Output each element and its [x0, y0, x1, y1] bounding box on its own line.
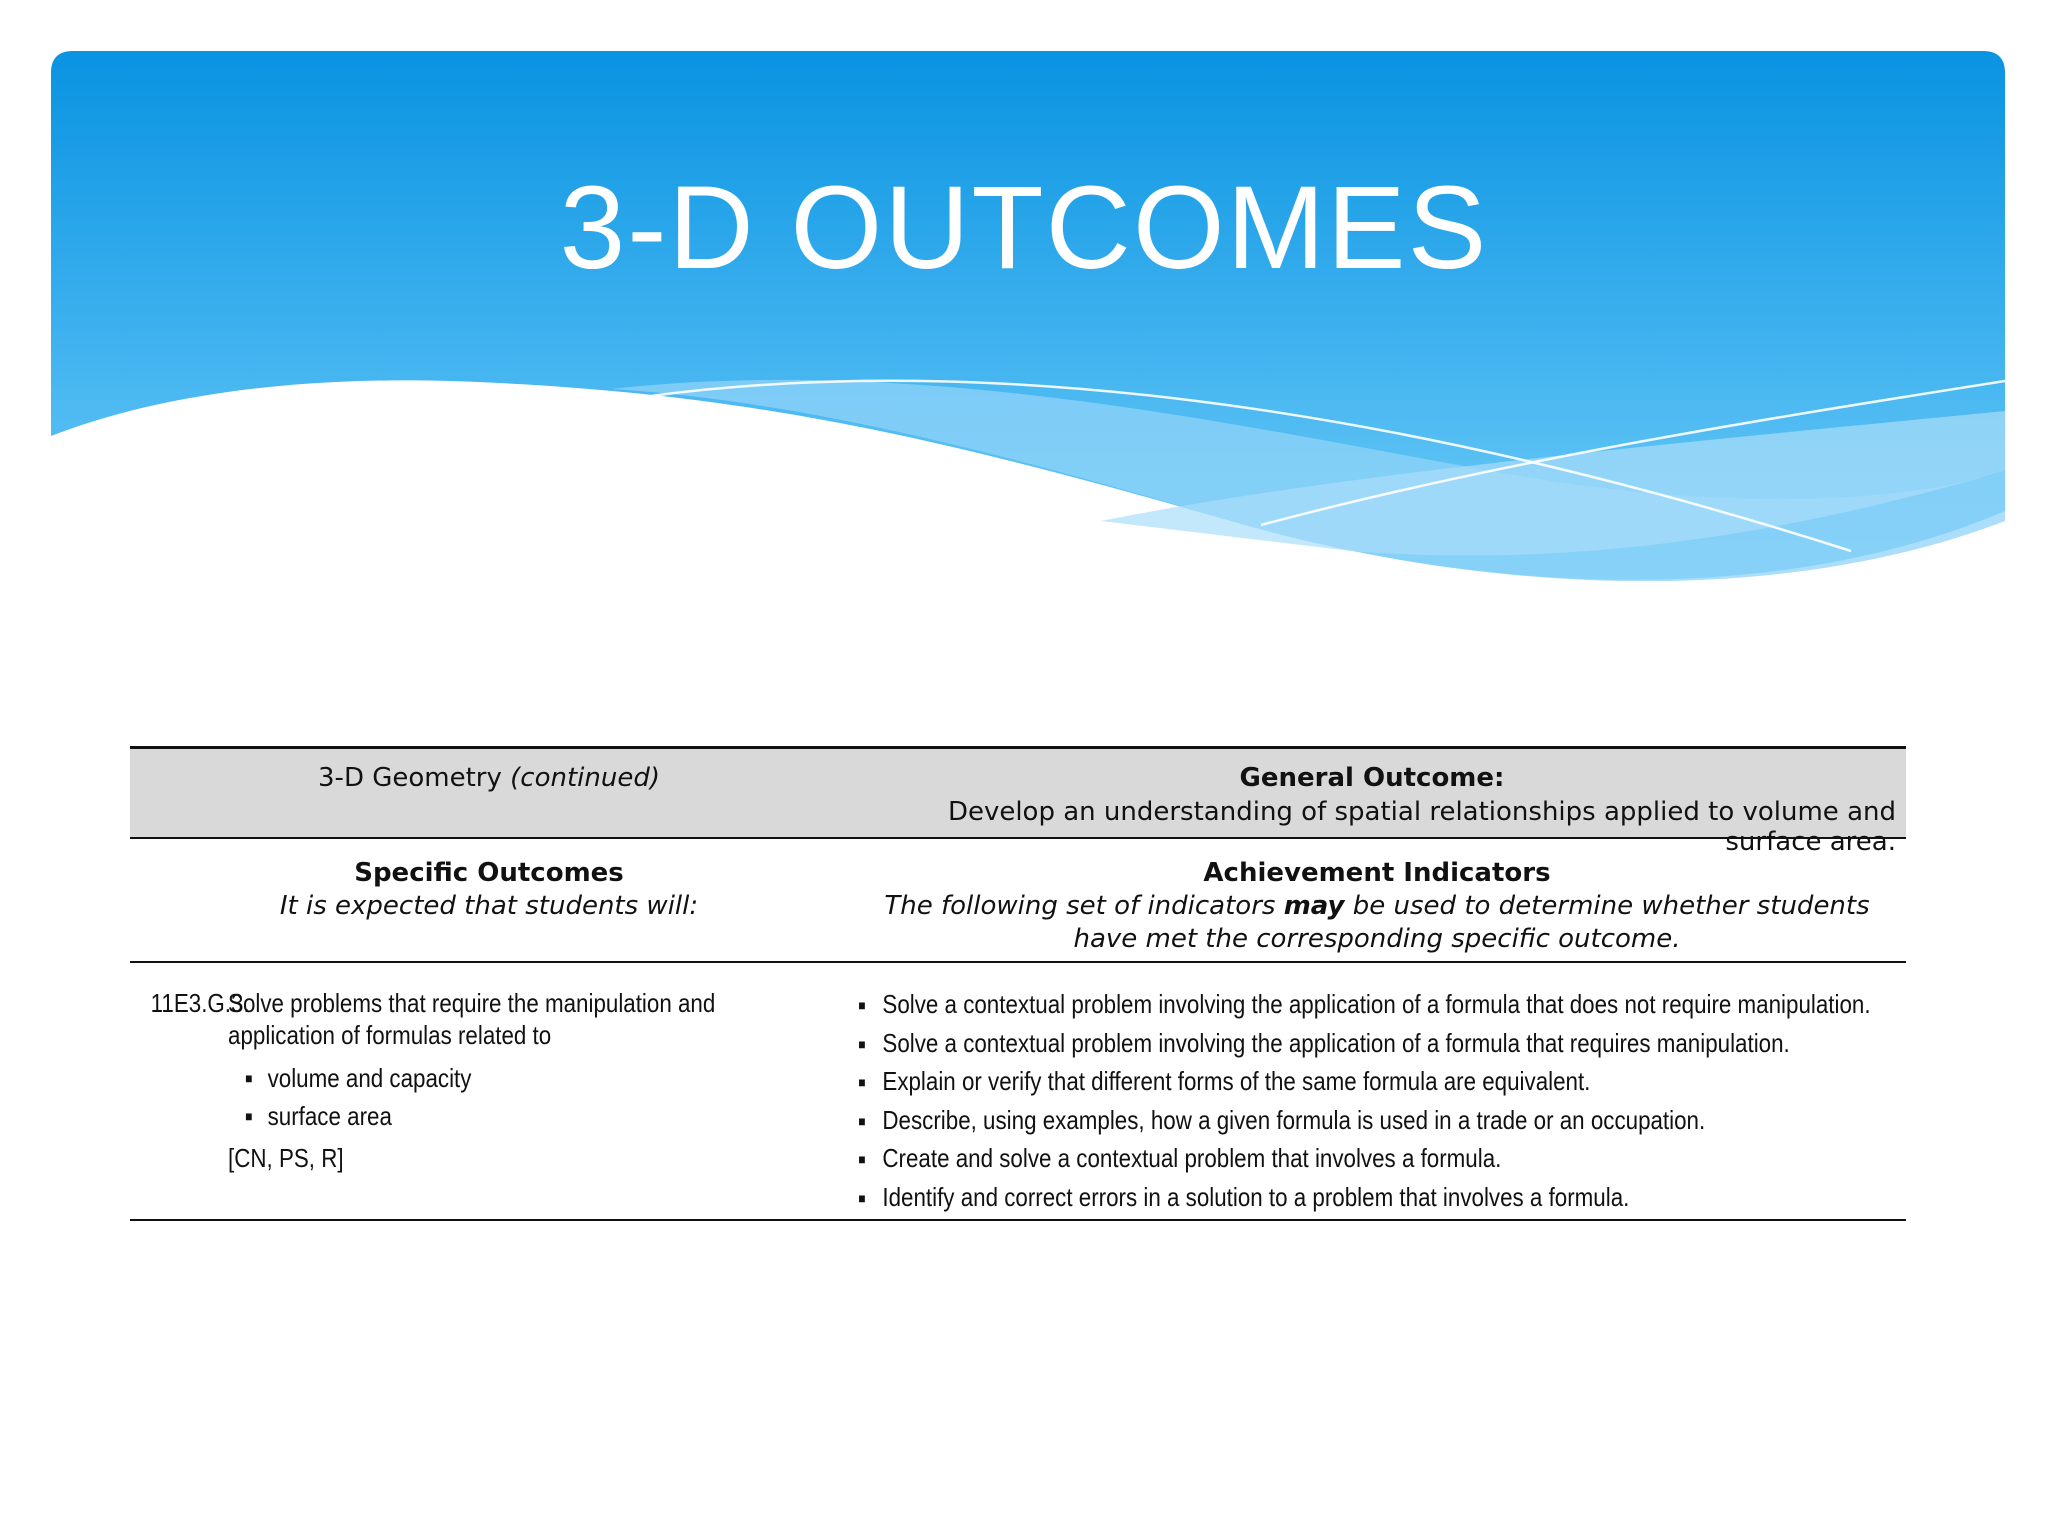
strand-name: 3-D Geometry	[318, 763, 502, 793]
list-item: ■ Describe, using examples, how a given formula is used in a trade or an occupation.	[858, 1101, 1907, 1140]
table-subhead-row	[130, 839, 1906, 963]
subtitle-pre: The following set of indicators	[884, 891, 1276, 921]
achievement-indicators-subtitle	[848, 890, 1906, 956]
list-item: ■ Create and solve a contextual problem that involves a formula.	[858, 1139, 1907, 1178]
general-outcome-title: General Outcome:	[1239, 763, 1505, 793]
achievement-indicators-heading	[848, 839, 1906, 961]
subtitle-line2: have met the corresponding specific outcome.	[1073, 924, 1681, 954]
specific-outcome-cell	[130, 963, 747, 1219]
list-item: ■ Solve a contextual problem involving the application of a formula that requires manipulation.	[858, 1024, 1907, 1063]
general-outcome-cell	[848, 749, 1906, 857]
list-item: ■ Solve a contextual problem involving the application of a formula that does not require manipulation.	[858, 985, 1907, 1024]
achievement-indicators-title: Achievement Indicators	[1203, 858, 1551, 888]
strand-cell	[130, 749, 848, 837]
specific-outcomes-subtitle: It is expected that students will:	[279, 891, 699, 921]
indicator-list	[848, 985, 1908, 1216]
list-item: ■ surface area	[245, 1097, 747, 1135]
outcome-statement	[151, 987, 748, 1019]
indicators-cell	[848, 963, 1906, 1219]
outcomes-table	[130, 746, 1906, 1221]
general-outcome-text: Develop an understanding of spatial relationships applied to volume and surface area.	[947, 797, 1896, 857]
table-header-row	[130, 749, 1906, 857]
list-item: ■ Explain or verify that different forms of the same formula are equivalent.	[858, 1062, 1907, 1101]
table-body-row	[130, 963, 1906, 1219]
list-item: ■ Identify and correct errors in a solution to a problem that involves a formula.	[858, 1178, 1907, 1217]
outcome-text-line1: Solve problems that require the manipulation and	[228, 988, 716, 1018]
specific-outcomes-heading	[130, 839, 848, 961]
outcome-code: 11E3.G.3.	[150, 988, 250, 1018]
slide-title: 3-D OUTCOMES	[559, 162, 1489, 294]
outcome-text-line2: application of formulas related to	[228, 1020, 552, 1050]
subtitle-post: be used to determine whether students	[1352, 891, 1870, 921]
outcome-bullet-list	[151, 1059, 748, 1135]
subtitle-emphasis: may	[1283, 891, 1345, 921]
strand-note: (continued)	[510, 763, 660, 793]
list-item: ■ volume and capacity	[245, 1059, 747, 1097]
process-tags: [CN, PS, R]	[228, 1143, 344, 1173]
slide-banner	[51, 51, 2005, 581]
specific-outcomes-title: Specific Outcomes	[354, 858, 624, 888]
